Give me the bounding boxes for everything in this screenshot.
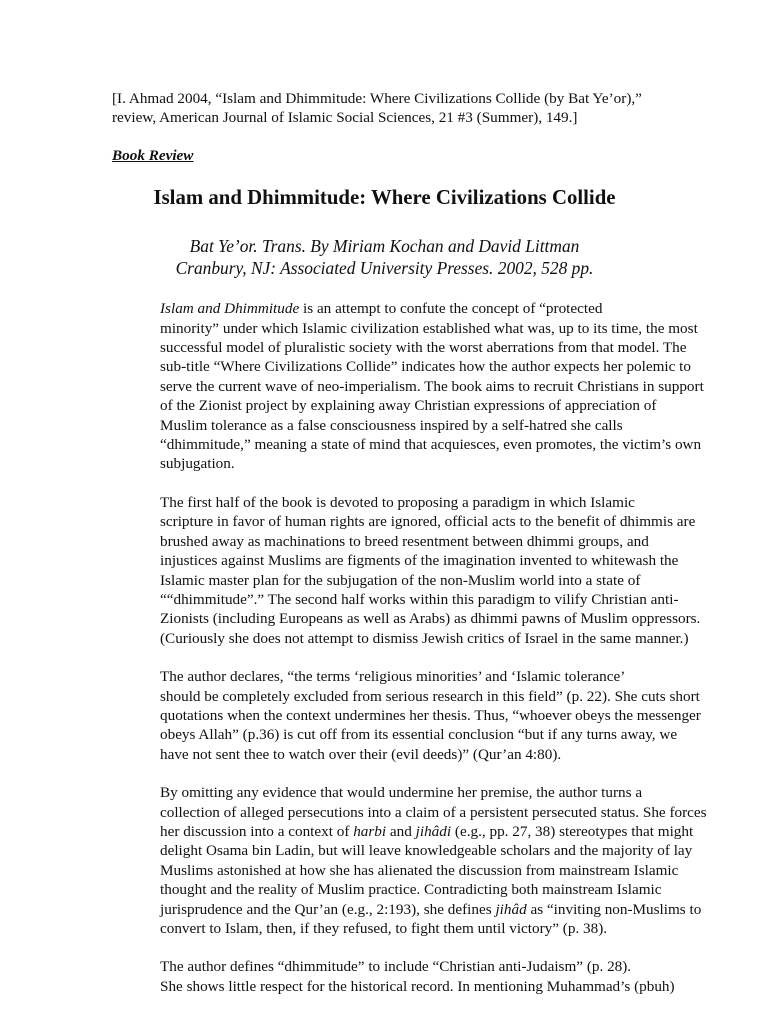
text-run: serve the current wave of neo-imperialism. The book aims to recruit Christians in support	[160, 377, 704, 395]
text-run: successful model of pluralistic society with the worst aberrations from that model. The	[160, 339, 687, 357]
paragraph-line	[112, 416, 657, 435]
body-paragraph	[112, 493, 701, 648]
paragraph-line	[112, 532, 657, 551]
text-run: obeys Allah” (p.36) is cut off from its essential conclusion “but if any turns away, we	[160, 726, 678, 744]
paragraph-line	[112, 357, 691, 376]
text-run: jurisprudence and the Qur’an (e.g., 2:193), she defines	[160, 900, 496, 918]
text-run: (e.g., pp. 27, 38) stereotypes that might	[451, 822, 694, 840]
paragraph-line	[112, 725, 678, 744]
paragraph-line	[112, 512, 696, 531]
paragraph-line	[160, 668, 625, 685]
paragraph-line	[112, 454, 657, 473]
text-run: Zionists (including Europeans as well as Arabs) as dhimmi pawns of Muslim oppressors.	[160, 610, 701, 628]
body-paragraph	[112, 957, 675, 996]
text-run: quotations when the context undermines her thesis. Thus, “whoever obeys the messenger	[160, 706, 701, 724]
paragraph-line	[112, 745, 657, 764]
text-run: She shows little respect for the historical record. In mentioning Muhammad’s (pbuh)	[160, 977, 675, 995]
paragraph-line	[112, 319, 698, 338]
paragraph-line	[160, 300, 602, 317]
paragraph-line	[112, 822, 694, 841]
italic-text: jihâd	[495, 900, 527, 918]
body-text	[112, 299, 707, 996]
paragraph-line	[112, 861, 679, 880]
text-run: as “inviting non-Muslims to	[526, 900, 702, 918]
citation	[112, 89, 657, 128]
byline-line: Bat Ye’or. Trans. By Miriam Kochan and David Littman	[189, 236, 580, 257]
paragraph-line	[160, 494, 635, 511]
text-run: delight Osama bin Ladin, but will leave knowledgeable scholars and the majority of lay	[160, 842, 693, 860]
text-run: brushed away as machinations to breed resentment between dhimmi groups, and	[160, 532, 649, 550]
paragraph-line	[112, 396, 657, 415]
text-run: By omitting any evidence that would undermine her premise, the author turns a	[160, 784, 643, 802]
paragraph-line	[160, 958, 631, 975]
document-content	[112, 89, 707, 996]
italic-text: jihâdi	[415, 822, 452, 840]
paragraph-line	[112, 551, 679, 570]
text-run: scripture in favor of human rights are ignored, official acts to the benefit of dhimmis are	[160, 513, 696, 531]
italic-text: Islam and Dhimmitude	[160, 300, 300, 318]
paragraph-line	[112, 338, 687, 357]
citation-line: review, American Journal of Islamic Social Sciences, 21 #3 (Summer), 149.]	[112, 109, 578, 127]
text-run: (Curiously she does not attempt to dismiss Jewish critics of Israel in the same manner.)	[160, 629, 689, 647]
text-run: minority” under which Islamic civilization established what was, up to its time, the most	[160, 319, 698, 337]
paragraph-line	[160, 784, 642, 801]
paragraph-line	[112, 609, 701, 628]
text-run: convert to Islam, then, if they refused, to fight them until victory” (p. 38).	[160, 920, 608, 937]
body-paragraph	[112, 783, 707, 938]
text-run: of the Zionist project by explaining away Christian expressions of appreciation of	[160, 397, 657, 415]
paragraph-line	[112, 841, 693, 860]
text-run: sub-title “Where Civilizations Collide” indicates how the author expects her polemic to	[160, 358, 691, 376]
text-run: collection of alleged persecutions into a claim of a persistent persecuted status. She forces	[160, 803, 707, 821]
text-run: “dhimmitude,” meaning a state of mind that acquiesces, even promotes, the victim’s own	[160, 436, 702, 454]
review-title: Islam and Dhimmitude: Where Civilizations Collide	[153, 186, 616, 210]
citation-line: [I. Ahmad 2004, “Islam and Dhimmitude: Where Civilizations Collide (by Bat Ye’or),”	[112, 90, 642, 107]
text-run: and	[386, 822, 416, 840]
paragraph-line	[112, 880, 662, 899]
text-run: thought and the reality of Muslim practice. Contradicting both mainstream Islamic	[160, 881, 662, 899]
text-run: Muslim tolerance as a false consciousness inspired by a self-hatred she calls	[160, 416, 623, 434]
section-label: Book Review	[112, 146, 194, 164]
text-run: Islamic master plan for the subjugation of the non-Muslim world into a state of	[160, 571, 641, 589]
paragraph-line	[112, 590, 679, 609]
paragraph-line	[112, 377, 704, 396]
body-paragraph	[112, 667, 701, 764]
book-byline	[112, 235, 657, 279]
byline-line: Cranbury, NJ: Associated University Presses. 2002, 528 pp.	[175, 258, 594, 279]
paragraph-line	[112, 629, 689, 648]
text-run: is an attempt to confute the concept of “protected	[299, 300, 603, 318]
italic-text: harbi	[353, 822, 387, 840]
text-run: The author defines “dhimmitude” to include “Christian anti-Judaism” (p. 28).	[160, 958, 632, 976]
text-run: her discussion into a context of	[160, 822, 354, 840]
text-run: have not sent thee to watch over their (evil deeds)” (Qur’an 4:80).	[160, 745, 562, 763]
paragraph-line	[112, 919, 657, 938]
text-run: Muslims astonished at how she has alienated the discussion from mainstream Islamic	[160, 861, 679, 879]
text-run: injustices against Muslims are figments of the imagination invented to whitewash the	[160, 552, 679, 570]
text-run: should be completely excluded from serious research in this field” (p. 22). She cuts short	[160, 687, 700, 705]
paragraph-line	[112, 803, 707, 822]
paragraph-line	[112, 977, 675, 996]
paragraph-line	[112, 687, 700, 706]
text-run: ““dhimmitude”.” The second half works within this paradigm to vilify Christian anti-	[160, 590, 679, 608]
body-paragraph	[112, 299, 704, 474]
text-run: The author declares, “the terms ‘religious minorities’ and ‘Islamic tolerance’	[160, 668, 626, 686]
paragraph-line	[112, 706, 701, 725]
paragraph-line	[112, 900, 702, 919]
text-run: subjugation.	[160, 455, 235, 473]
paragraph-line	[112, 435, 702, 454]
text-run: The first half of the book is devoted to proposing a paradigm in which Islamic	[160, 493, 635, 511]
paragraph-line	[112, 571, 657, 590]
